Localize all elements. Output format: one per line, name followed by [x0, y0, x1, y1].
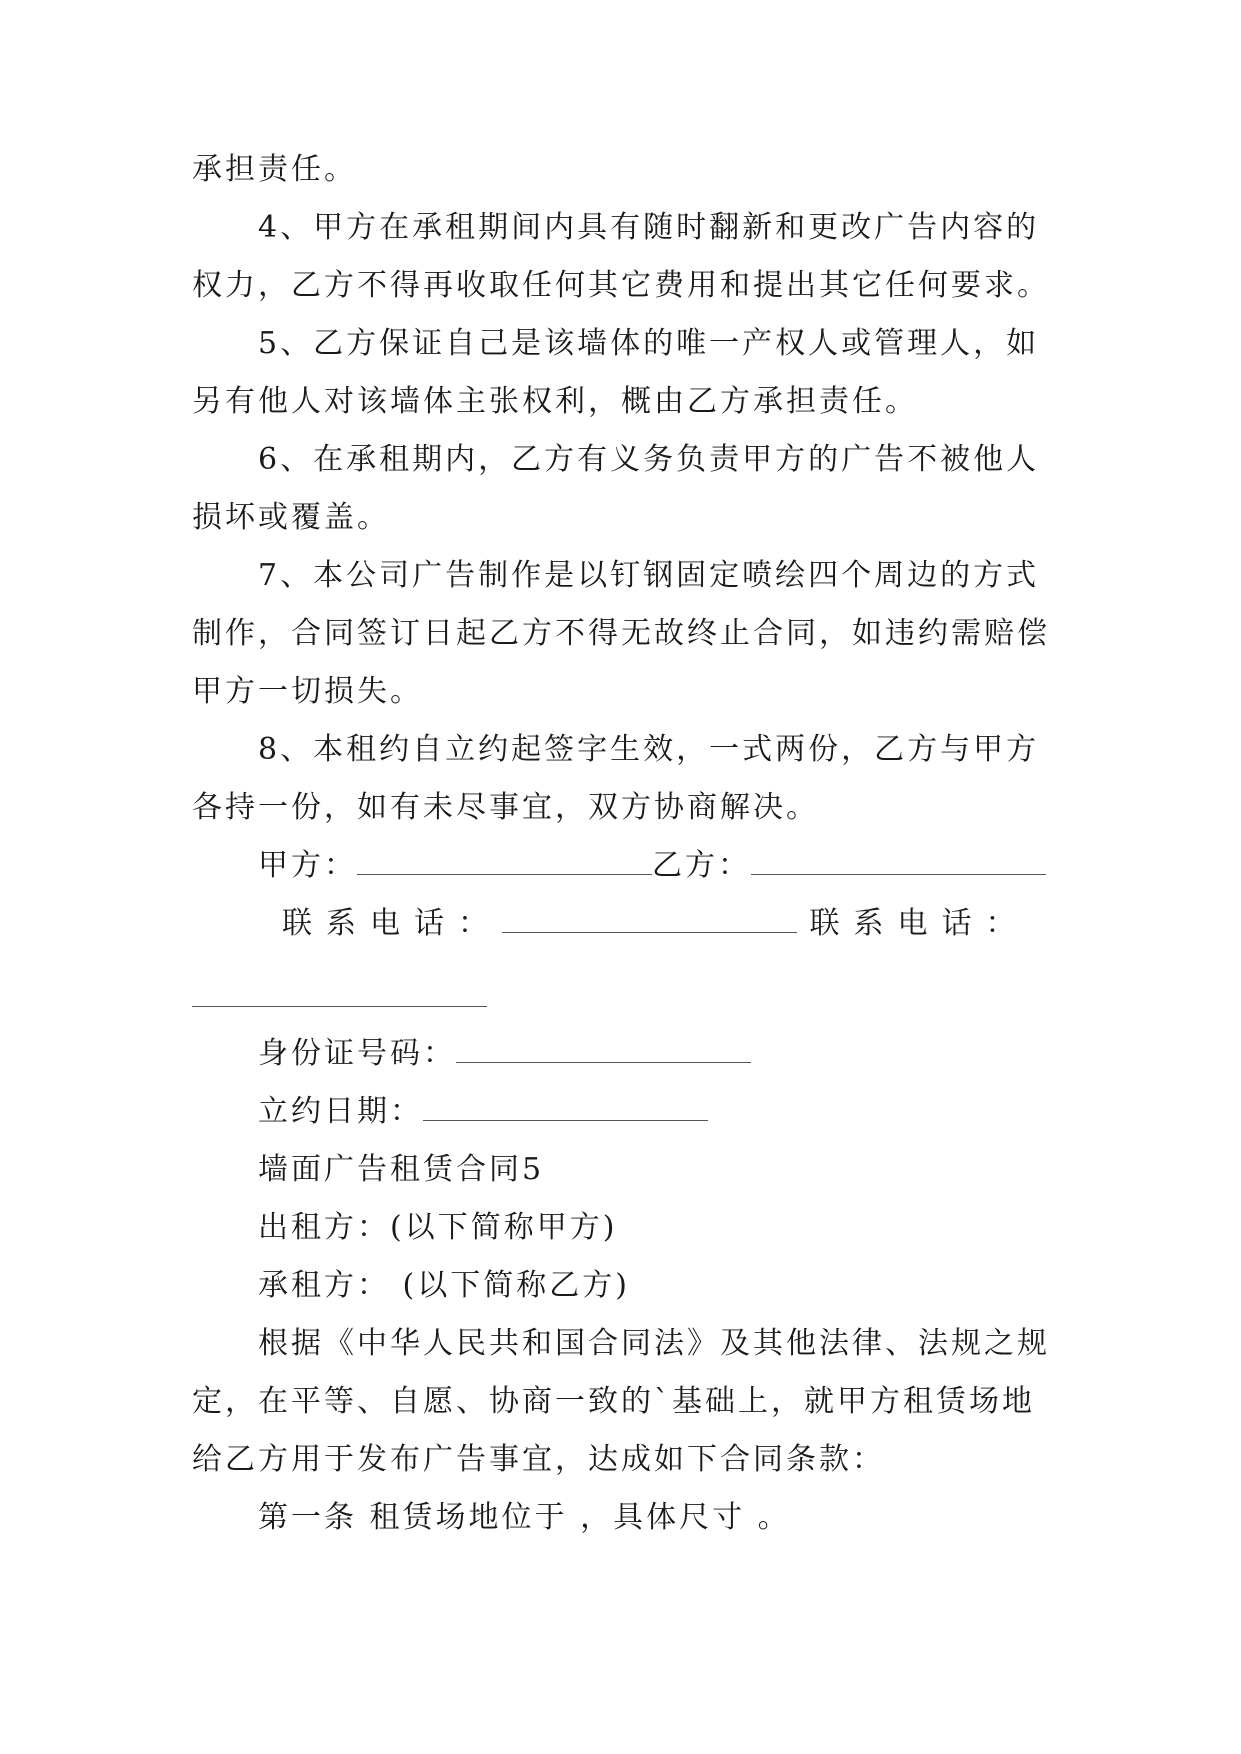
party-a-label: 甲方： [258, 848, 357, 883]
article-one: 第一条 租赁场地位于 ，具体尺寸 。 [258, 1500, 791, 1535]
date-blank[interactable] [423, 1094, 708, 1121]
lessor-line: 出租方：(以下简称甲方) [258, 1210, 618, 1245]
party-b-label: 乙方： [652, 848, 751, 883]
date-line [258, 1092, 1128, 1132]
party-a-blank[interactable] [357, 848, 652, 875]
signature-line [258, 846, 1128, 886]
clause-6-line-1: 6、在承租期内，乙方有义务负责甲方的广告不被他人 [258, 442, 1040, 477]
lessee-line: 承租方： (以下简称乙方) [258, 1268, 630, 1303]
date-label: 立约日期： [258, 1094, 423, 1129]
clause-7-line-2: 制作，合同签订日起乙方不得无故终止合同，如违约需赔偿 [192, 616, 1050, 651]
contract-title: 墙面广告租赁合同5 [258, 1152, 545, 1187]
phone-a-blank[interactable] [502, 906, 797, 933]
clause-5-line-2: 另有他人对该墙体主张权利，概由乙方承担责任。 [192, 384, 918, 419]
clause-4-line-1: 4、甲方在承租期间内具有随时翻新和更改广告内容的 [258, 210, 1040, 245]
phone-label-a: 联系电话： [282, 906, 502, 941]
id-blank[interactable] [456, 1036, 751, 1063]
clause-7-line-3: 甲方一切损失。 [192, 674, 423, 709]
text-line: 承担责任。 [192, 152, 357, 187]
phone-label-b: 联系电话： [809, 906, 1030, 941]
clause-8-line-1: 8、本租约自立约起签字生效，一式两份，乙方与甲方 [258, 732, 1040, 767]
clause-8-line-2: 各持一份，如有未尽事宜，双方协商解决。 [192, 790, 819, 825]
preamble-line-1: 根据《中华人民共和国合同法》及其他法律、法规之规 [258, 1326, 1050, 1361]
clause-4-line-2: 权力，乙方不得再收取任何其它费用和提出其它任何要求。 [192, 268, 1050, 303]
preamble-line-2: 定，在平等、自愿、协商一致的`基础上，就甲方租赁场地 [192, 1384, 1035, 1419]
id-label: 身份证号码： [258, 1036, 456, 1071]
party-b-blank[interactable] [751, 848, 1046, 875]
phone-line [282, 904, 1152, 944]
clause-5-line-1: 5、乙方保证自己是该墙体的唯一产权人或管理人，如 [258, 326, 1040, 361]
id-line [258, 1034, 1128, 1074]
preamble-line-3: 给乙方用于发布广告事宜，达成如下合同条款： [192, 1442, 885, 1477]
clause-7-line-1: 7、本公司广告制作是以钉钢固定喷绘四个周边的方式 [258, 558, 1040, 593]
clause-6-line-2: 损坏或覆盖。 [192, 500, 390, 535]
phone-b-blank[interactable] [192, 1006, 487, 1007]
